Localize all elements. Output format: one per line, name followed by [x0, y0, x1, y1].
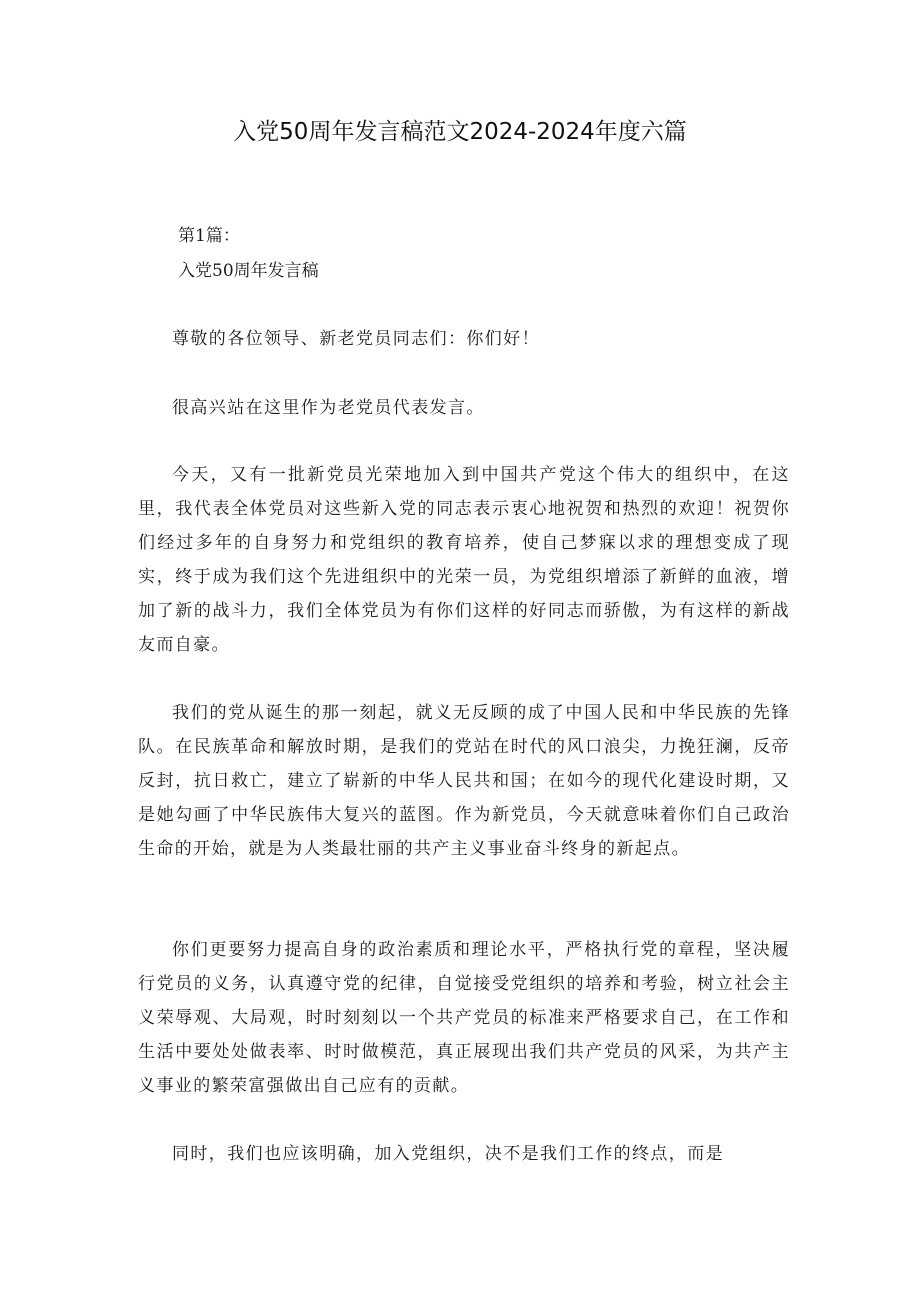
article-subtitle: 入党50周年发言稿: [178, 261, 319, 281]
paragraph-welcome: 今天，又有一批新党员光荣地加入到中国共产党这个伟大的组织中，在这里，我代表全体党员对这些新入党的同志表示衷心地祝贺和热烈的欢迎！祝贺你们经过多年的自身努力和党组织的教育培养，使自己梦寐以求的理想变成了现实，终于成为我们这个先进组织中的光荣一员，为党组织增添了新鲜的血液，增加了新的战斗力，我们全体党员为有你们这样的好同志而骄傲，为有这样的新战友而自豪。: [138, 465, 790, 655]
paragraph-duty: 你们更要努力提高自身的政治素质和理论水平，严格执行党的章程，坚决履行党员的义务，认真遵守党的纪律，自觉接受党组织的培养和考验，树立社会主义荣辱观、大局观，时时刻刻以一个共产党员的标准来严格要求自己，在工作和生活中要处处做表率、时时做模范，真正展现出我们共产党员的风采，为共产主义事业的繁荣富强做出自己应有的贡献。: [138, 940, 790, 1096]
paragraph-greeting: 尊敬的各位领导、新老党员同志们：你们好！: [172, 329, 540, 349]
article-label: 第1篇：: [178, 226, 240, 246]
paragraph-intro: 很高兴站在这里作为老党员代表发言。: [172, 398, 485, 418]
paragraph-continuation: 同时，我们也应该明确，加入党组织，决不是我们工作的终点，而是: [172, 1144, 724, 1164]
paragraph-history: 我们的党从诞生的那一刻起，就义无反顾的成了中国人民和中华民族的先锋队。在民族革命和解放时期，是我们的党站在时代的风口浪尖，力挽狂澜，反帝反封，抗日救亡，建立了崭新的中华人民共和国；在如今的现代化建设时期，又是她勾画了中华民族伟大复兴的蓝图。作为新党员，今天就意味着你们自己政治生命的开始，就是为人类最壮丽的共产主义事业奋斗终身的新起点。: [138, 703, 790, 859]
document-title: 入党50周年发言稿范文2024-2024年度六篇: [233, 119, 687, 145]
